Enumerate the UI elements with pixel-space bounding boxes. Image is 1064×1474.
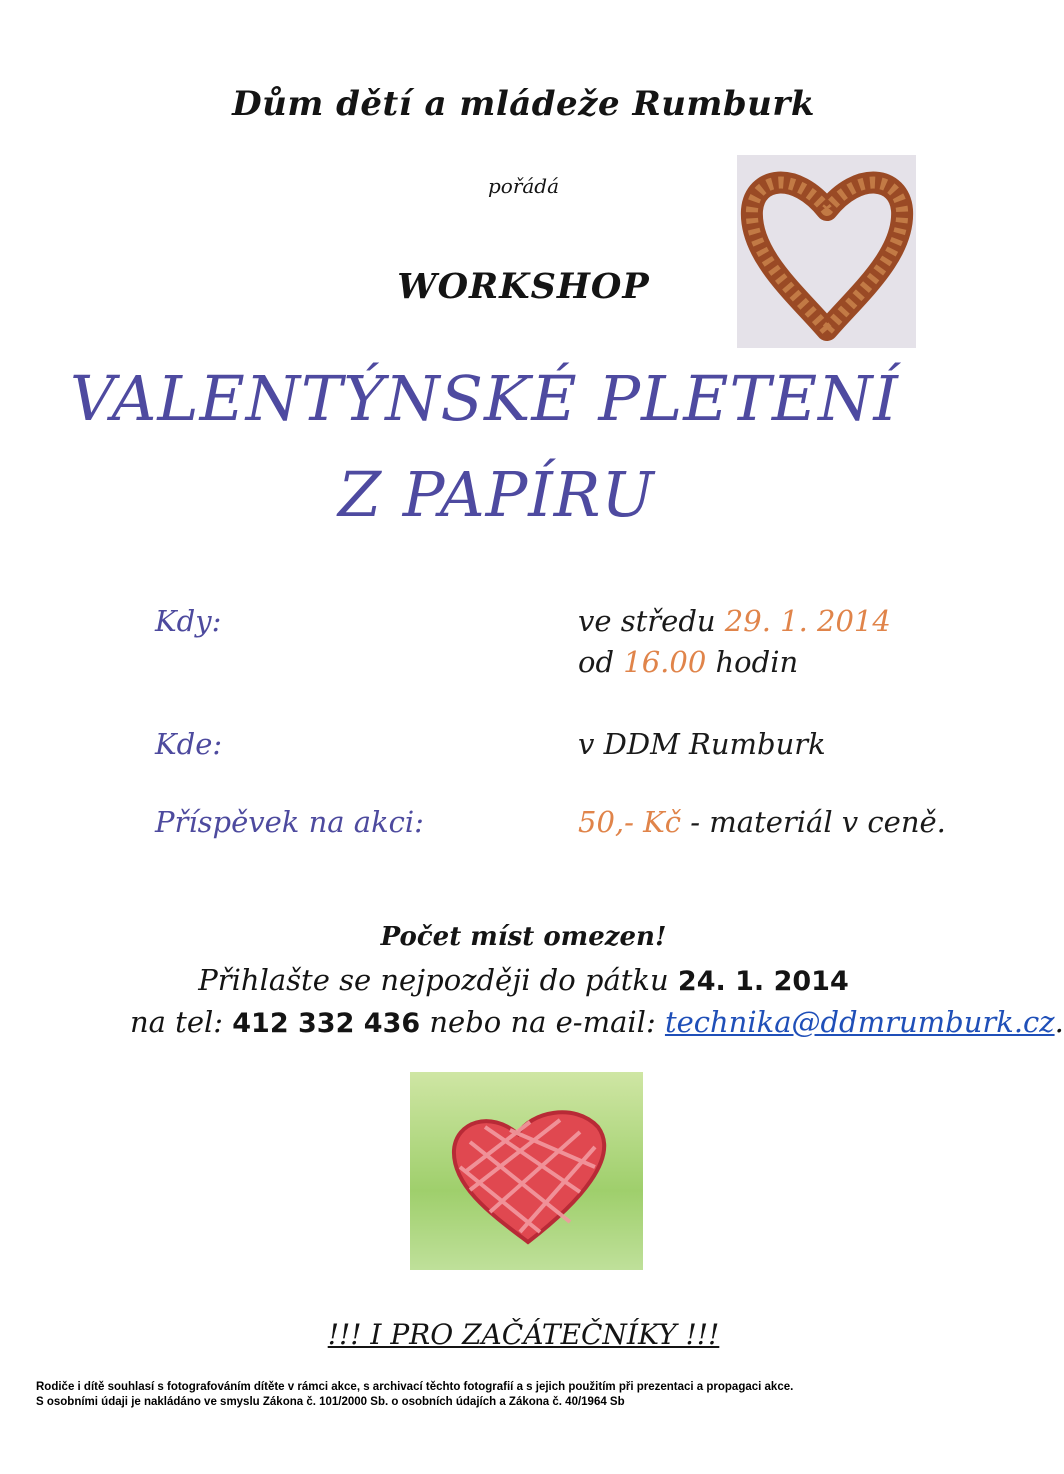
presents-text: pořádá: [487, 174, 560, 198]
event-time: 16.00: [623, 645, 707, 679]
contact-line: [130, 1005, 1064, 1039]
phone-number: 412 332 436: [232, 1008, 421, 1039]
organizer-heading: Dům dětí a mládeže Rumburk: [232, 84, 815, 124]
title-line-1: VALENTÝNSKÉ PLETENÍ: [70, 362, 899, 435]
time-prefix: od: [578, 645, 615, 679]
title-line-2: Z PAPÍRU: [338, 458, 655, 531]
consent-notice: [36, 1380, 1016, 1410]
email-prefix: nebo na e-mail:: [429, 1005, 656, 1039]
email-link[interactable]: technika@ddmrumburk.cz: [664, 1005, 1055, 1039]
where-label: Kde:: [155, 727, 223, 761]
email-suffix: .: [1054, 1005, 1064, 1039]
woven-heart-outline-photo: [737, 155, 916, 348]
event-date: 29. 1. 2014: [724, 604, 891, 638]
tel-prefix: na tel:: [130, 1005, 224, 1039]
when-prefix: ve středu: [578, 604, 716, 638]
registration-deadline: 24. 1. 2014: [677, 966, 849, 997]
consent-notice-line-1: Rodiče i dítě souhlasí s fotografováním dítěte v rámci akce, s archivací těchto fotografií a s jejich použitím při prezentaci a propagaci akce.: [36, 1381, 794, 1393]
when-time-line: [578, 645, 798, 679]
fee-line: [578, 805, 946, 839]
registration-deadline-line: [0, 963, 1047, 997]
when-date-line: [578, 604, 891, 638]
fee-label: Příspěvek na akci:: [155, 805, 424, 839]
register-text: Přihlašte se nejpozději do pátku: [198, 963, 669, 997]
beginners-welcome: !!! I PRO ZAČÁTEČNÍKY !!!: [327, 1318, 720, 1351]
fee-note: - materiál v ceně.: [690, 805, 946, 839]
limited-places-notice: Počet míst omezen!: [380, 922, 667, 952]
consent-notice-line-2: S osobními údaji je nakládáno ve smyslu Zákona č. 101/2000 Sb. o osobních údajích a Zákona č. 40/1964 Sb: [36, 1396, 625, 1408]
time-suffix: hodin: [715, 645, 799, 679]
event-location: v DDM Rumburk: [578, 727, 826, 761]
when-label: Kdy:: [155, 604, 222, 638]
fee-amount: 50,- Kč: [578, 805, 682, 839]
event-type-heading: WORKSHOP: [397, 266, 650, 307]
woven-red-heart-photo: [410, 1072, 643, 1270]
